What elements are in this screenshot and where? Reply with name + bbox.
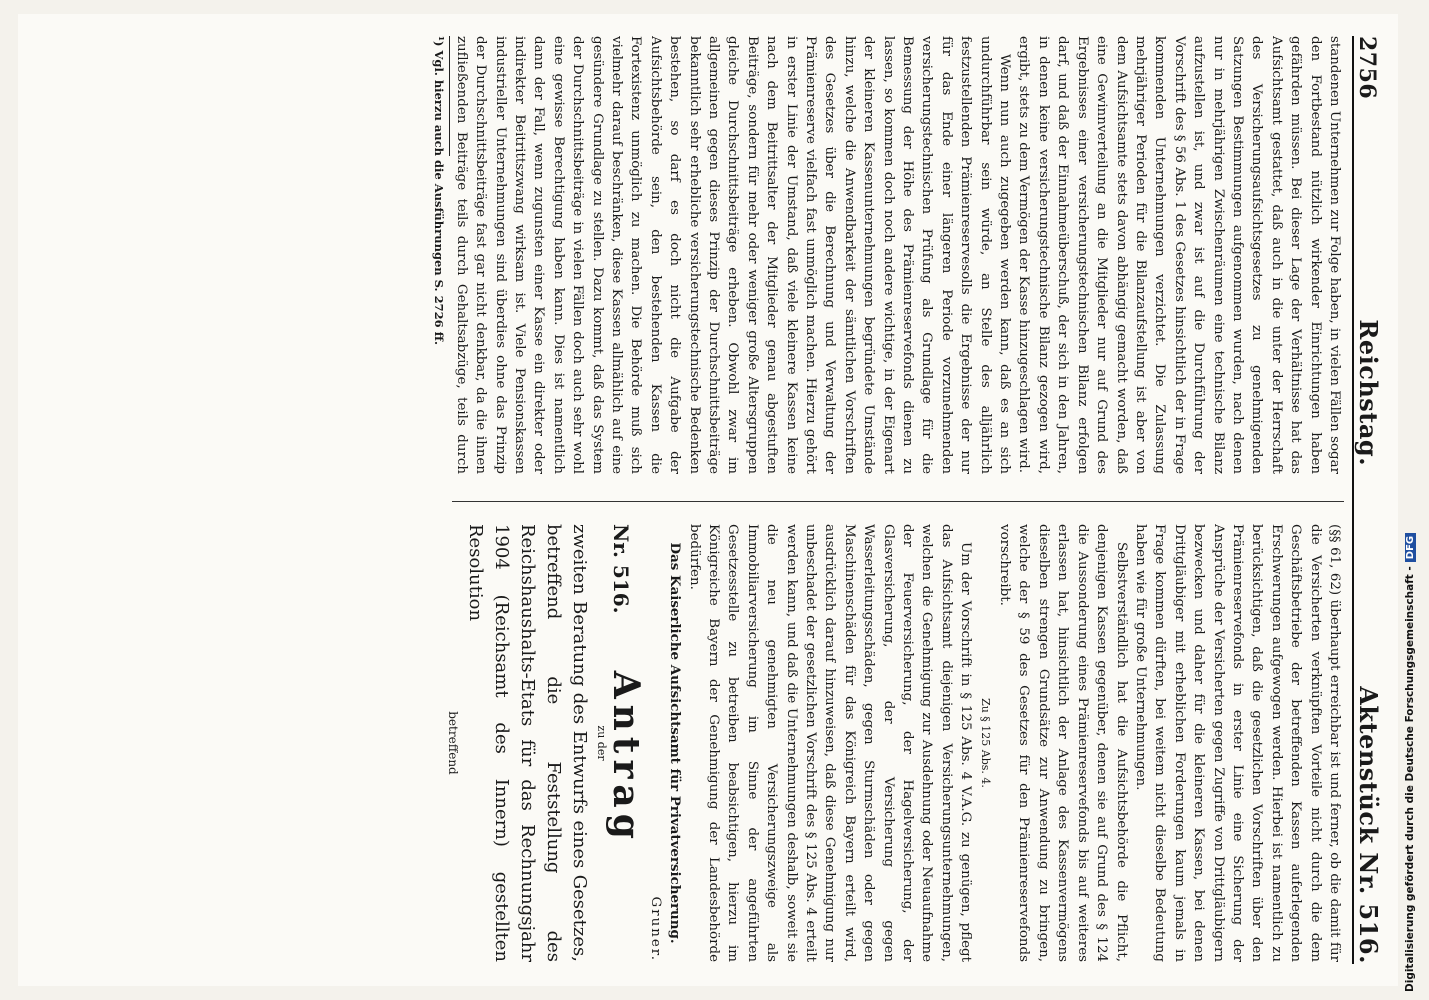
dfg-logo: DFG: [1405, 533, 1416, 562]
dfg-credit: [1404, 533, 1416, 992]
beratung-text: zweiten Beratung des Entwurfs eines Gesetzes, betreffend die Feststellung des Reichshaushalts-Etats für das Rechnungsjahr 1904 (Reichsamt des Innern) gestellten Resolution: [464, 524, 590, 962]
credit-text: Digitalisierung gefördert durch die Deutsche Forschungsgemeinschaft -: [1404, 566, 1416, 992]
rotated-document: [18, 14, 1398, 986]
left-column: [452, 36, 1344, 474]
scanned-page: [18, 14, 1398, 986]
document-number: Aktenstück Nr. 516.: [1354, 686, 1383, 964]
paragraph: Selbstverständlich hat die Aufsichtsbehörde die Pflicht, denjenigen Kassen gegenüber, denen sie auf Grund des § 124 die Aussonderung eines Prämienreservefonds bis auf weiteres erlassen hat, hinsichtlich der Anlage des Kassenvermögens dieselben strengen Grundsätze zur Anwendung zu bringen, welche der § 59 des Gesetzes für den Prämienreservefonds vorschreibt.: [997, 524, 1129, 962]
zu-der: zu der: [594, 725, 608, 761]
antrag-heading: Antrag: [605, 670, 648, 845]
right-column: [444, 524, 1344, 962]
betreffend: betreffend: [445, 711, 460, 775]
page-header: [1352, 36, 1388, 964]
signature-office: Das Kaiserliche Aufsichtsamt für Privatversicherung.: [667, 542, 684, 944]
paragraph: Um der Vorschrift in § 125 Abs. 4 V.A.G. zu genügen, pflegt das Aufsichtsamt diejenigen Versicherungsunternehmungen, welchen die Genehmigung zur Ausdehnung oder Neuaufnahme der Feuerversicherung, der Hagelversicherung, der Glasversicherung, der Versicherung gegen Wasserleitungsschäden, gegen Sturmschäden oder gegen Maschinenschäden für das Königreich Bayern erteilt wird, ausdrücklich darauf hinzuweisen, daß diese Genehmigung nur unbeschadet der gesetzlichen Vorschrift des § 125 Abs. 4 erteilt werden kann, und daß die Unternehmungen deshalb, soweit sie die neu genehmigten Versicherungszweige als Immobiliarversicherung im Sinne der angeführten Gesetzesstelle zu betreiben beabsichtigen, hierzu im Königreiche Bayern der Genehmigung der Landesbehörde bedürfen.: [686, 524, 974, 962]
subsection-heading: Zu § 125 Abs. 4.: [978, 698, 992, 788]
paragraph: Wenn nun auch zugegeben werden kann, daß es an sich undurchführbar sein würde, an Stelle des alljährlich festzustellenden Prämienreservesolls die Ergebnisse der nur für das Ende einer längeren Periode vorzunehmenden versicherungstechnischen Prüfung als Grundlage für die Bemessung der Höhe des Prämienreservefonds dienen zu lassen, so kommen doch noch andere wichtige, in der Eigenart der kleineren Kassenunternehmungen begründete Umstände hinzu, welche die Anwendbarkeit der sämtlichen Vorschriften des Gesetzes über die Berechnung und Verwaltung der Prämienreserve vielfach fast unmöglich machen. Hierzu gehört in erster Linie der Umstand, daß viele kleinere Kassen keine nach dem Beitrittsalter der Mitglieder genau abgestuften Beiträge, sondern für mehr oder weniger große Altersgruppen gleiche Durchschnittsbeiträge erheben. Obwohl zwar im allgemeinen gegen dieses Prinzip der Durchschnittsbeiträge bekanntlich sehr erhebliche versicherungstechnische Bedenken bestehen, so darf es doch nicht die Aufgabe der Aufsichtsbehörde sein, den bestehenden Kassen die Fortexistenz unmöglich zu machen. Die Behörde muß sich vielmehr darauf beschränken, diese Kassen allmählich auf eine gesündere Grundlage zu stellen. Dazu kommt, daß das System der Durchschnittsbeiträge in vielen Fällen doch auch sehr wohl eine gewisse Berechtigung haben kann. Dies ist namentlich dann der Fall, wenn zugunsten einer Kasse ein direkter oder indirekter Beitrittszwang wirksam ist. Viele Pensionskassen industrieller Unternehmungen sind überdies ohne das Prinzip der Durchschnittsbeiträge fast gar nicht denkbar, da die ihnen zufließenden Beiträge teils durch Gehaltsabzüge, teils durch: [453, 36, 1013, 474]
paragraph: (§§ 61, 62) überhaupt erreichbar ist und ferner, ob die damit für die Versicherten verknüpften Vorteile nicht durch die dem Geschäftsbetriebe der betreffenden Kassen auferlegenden Erschwerungen aufgewogen werden. Hierbei ist namentlich zu berücksichtigen, daß die gesetzlichen Vorschriften über den Prämienreservefonds in erster Linie eine Sicherung der Ansprüche der Versicherten gegen Zugriffe von Drittgläubigern bezwecken und daher für die kleineren Kassen, bei denen Drittgläubiger mit erheblichen Forderungen kaum jemals in Frage kommen dürften, bei weitem nicht dieselbe Bedeutung haben wie für große Unternehmungen.: [1132, 524, 1342, 962]
footnote-rule: [449, 36, 450, 156]
signature-name: Gruner.: [647, 896, 663, 962]
page-number: 2756: [1354, 36, 1380, 100]
column-divider: [452, 501, 1344, 502]
footnote: ¹) Vgl. hierzu auch die Ausführungen S. 2726 ff.: [432, 36, 446, 346]
running-title: Reichstag.: [1354, 319, 1383, 467]
paragraph: standenen Unternehmen zur Folge haben, in vielen Fällen sogar den Fortbestand nützlich wirkender Einrichtungen haben gefährden müssen. Bei dieser Lage der Verhältnisse hat das Aufsichtsamt gestattet, daß auch in die unter der Herrschaft des Versicherungsaufsichtsgesetzes zu genehmigenden Satzungen Bestimmungen aufgenommen wurden, nach denen nur in mehrjährigen Zwischenräumen eine technische Bilanz aufzustellen ist, und zwar ist auf die Durchführung der Vorschrift des § 56 Abs. 1 des Gesetzes hinsichtlich der in Frage kommenden Unternehmungen verzichtet. Die Zulassung mehrjähriger Perioden für die Bilanzaufstellung ist aber von dem Aufsichtsamte stets davon abhängig gemacht worden, daß eine Gewinnverteilung an die Mitglieder nur auf Grund des Ergebnisses einer versicherungstechnischen Bilanz erfolgen darf, und daß der Einnahmeüberschuß, der sich in den Jahren, in denen keine versicherungstechnische Bilanz gezogen wird, ergibt, stets zu dem Vermögen der Kasse hinzugeschlagen wird.: [1016, 36, 1342, 474]
item-number: Nr. 516.: [609, 524, 634, 614]
